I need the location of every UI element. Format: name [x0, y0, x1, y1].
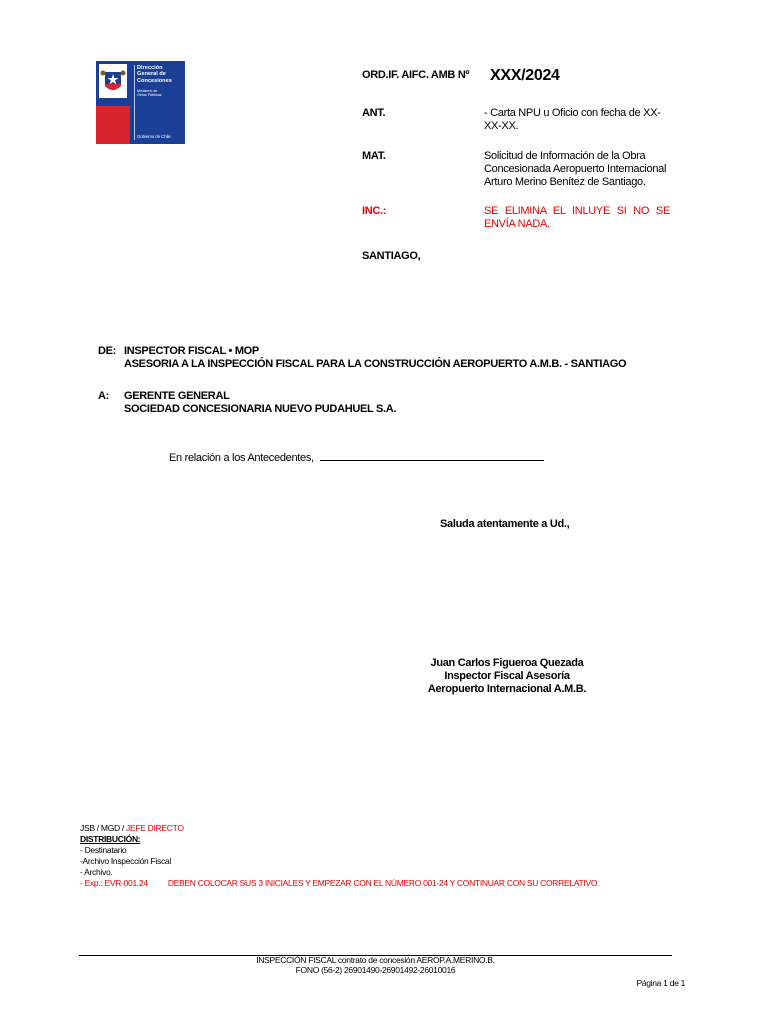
distribution-heading: DISTRIBUCIÓN:	[80, 834, 141, 844]
initials-line: JSB / MGD / JEFE DIRECTO	[80, 823, 184, 833]
blank-underline	[320, 450, 544, 461]
logo-divider	[134, 65, 135, 140]
ord-label: ORD.IF. AIFC. AMB Nº	[362, 69, 470, 81]
inc-text: SE ELIMINA EL INLUYE SI NO SE ENVÍA NADA.	[484, 205, 670, 230]
ant-label: ANT.	[362, 107, 386, 119]
logo-org-name: Dirección General de Concesiones	[137, 65, 172, 84]
city-date: SANTIAGO,	[362, 250, 421, 262]
signature-block	[400, 657, 614, 696]
distribution-item: -Archivo Inspección Fiscal	[80, 856, 171, 866]
logo-government: Gobierno de Chile	[137, 134, 171, 139]
signatory-org: Aeropuerto Internacional A.M.B.	[427, 683, 587, 695]
ord-number: XXX/2024	[490, 67, 560, 84]
distribution-item: - Destinatario	[80, 845, 127, 855]
intro-text: En relación a los Antecedentes,	[169, 450, 544, 465]
inc-label: INC.:	[362, 205, 387, 217]
flag-red-field	[96, 106, 130, 144]
signatory-name: Juan Carlos Figueroa Quezada	[430, 657, 584, 669]
signatory-title: Inspector Fiscal Asesoría	[444, 670, 570, 682]
distribution-item: - Archivo.	[80, 867, 113, 877]
to-block: GERENTE GENERAL SOCIEDAD CONCESIONARIA NUEVO PUDAHUEL S.A.	[124, 390, 397, 415]
mat-label: MAT.	[362, 150, 386, 162]
footer-text: INSPECCIÓN FISCAL contrato de concesión AEROP.A.MERINO.B. FONO (56-2) 26901490-26901492-26010016	[256, 955, 495, 975]
exp-line: - Exp.: EVR-001.24 DEBEN COLOCAR SUS 3 INICIALES Y EMPEZAR CON EL NÚMERO 001-24 Y CONTINUAR CON SU CORRELATIVO.	[80, 878, 600, 888]
ant-text: - Carta NPU u Oficio con fecha de XX- XX-XX.	[484, 107, 661, 132]
page-number: Página 1 de 1	[636, 978, 685, 988]
from-label: DE:	[98, 345, 117, 357]
mat-text: Solicitud de Información de la Obra Concesionada Aeropuerto Internacional Arturo Merino Benítez de Santiago.	[484, 150, 667, 188]
coat-of-arms-icon	[99, 64, 127, 98]
distribution-block	[80, 823, 700, 889]
to-label: A:	[98, 390, 110, 402]
logo-ministry: Ministerio de Obras Públicas	[137, 89, 162, 98]
closing-text: Saluda atentamente a Ud.,	[440, 518, 570, 530]
government-logo	[96, 61, 185, 144]
from-block: INSPECTOR FISCAL • MOP ASESORIA A LA INSPECCIÓN FISCAL PARA LA CONSTRUCCIÓN AEROPUERTO A.M.B. - SANTIAGO	[124, 345, 627, 370]
